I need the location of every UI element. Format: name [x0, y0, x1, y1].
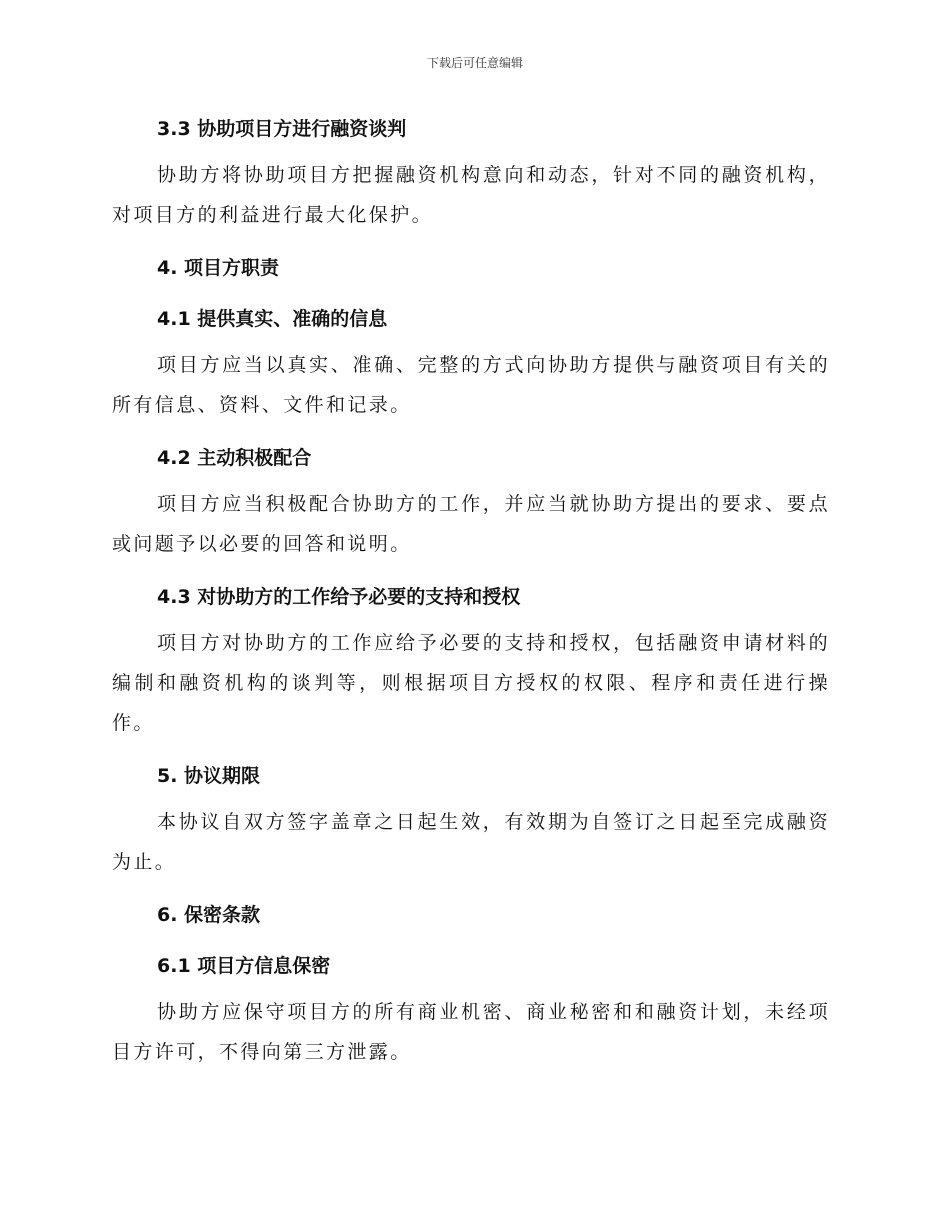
page-header: 下载后可任意编辑: [426, 56, 523, 70]
section-heading-4-1: 4.1 提供真实、准确的信息: [157, 308, 388, 330]
section-heading-3-3: 3.3 协助项目方进行融资谈判: [157, 118, 407, 140]
section-heading-6: 6. 保密条款: [157, 904, 261, 926]
section-heading-5: 5. 协议期限: [157, 765, 261, 787]
paragraph-3-3: 协助方将协助项目方把握融资机构意向和动态，针对不同的融资机构，对项目方的利益进行最大化保护。: [112, 164, 830, 226]
section-heading-4-2: 4.2 主动积极配合: [157, 447, 312, 469]
paragraph-4-3: 项目方对协助方的工作应给予必要的支持和授权，包括融资申请材料的编制和融资机构的谈判等，则根据项目方授权的权限、程序和责任进行操作。: [112, 632, 830, 734]
section-heading-4-3: 4.3 对协助方的工作给予必要的支持和授权: [157, 586, 521, 608]
paragraph-6-1: 协助方应保守项目方的所有商业机密、商业秘密和和融资计划，未经项目方许可，不得向第三方泄露。: [112, 1001, 830, 1063]
paragraph-4-1: 项目方应当以真实、准确、完整的方式向协助方提供与融资项目有关的所有信息、资料、文件和记录。: [112, 354, 830, 416]
section-heading-6-1: 6.1 项目方信息保密: [157, 955, 331, 977]
section-heading-4: 4. 项目方职责: [157, 257, 280, 279]
paragraph-5: 本协议自双方签字盖章之日起生效，有效期为自签订之日起至完成融资为止。: [112, 811, 830, 873]
document-body: [112, 104, 830, 1072]
paragraph-4-2: 项目方应当积极配合协助方的工作，并应当就协助方提出的要求、要点或问题予以必要的回答和说明。: [112, 493, 830, 555]
